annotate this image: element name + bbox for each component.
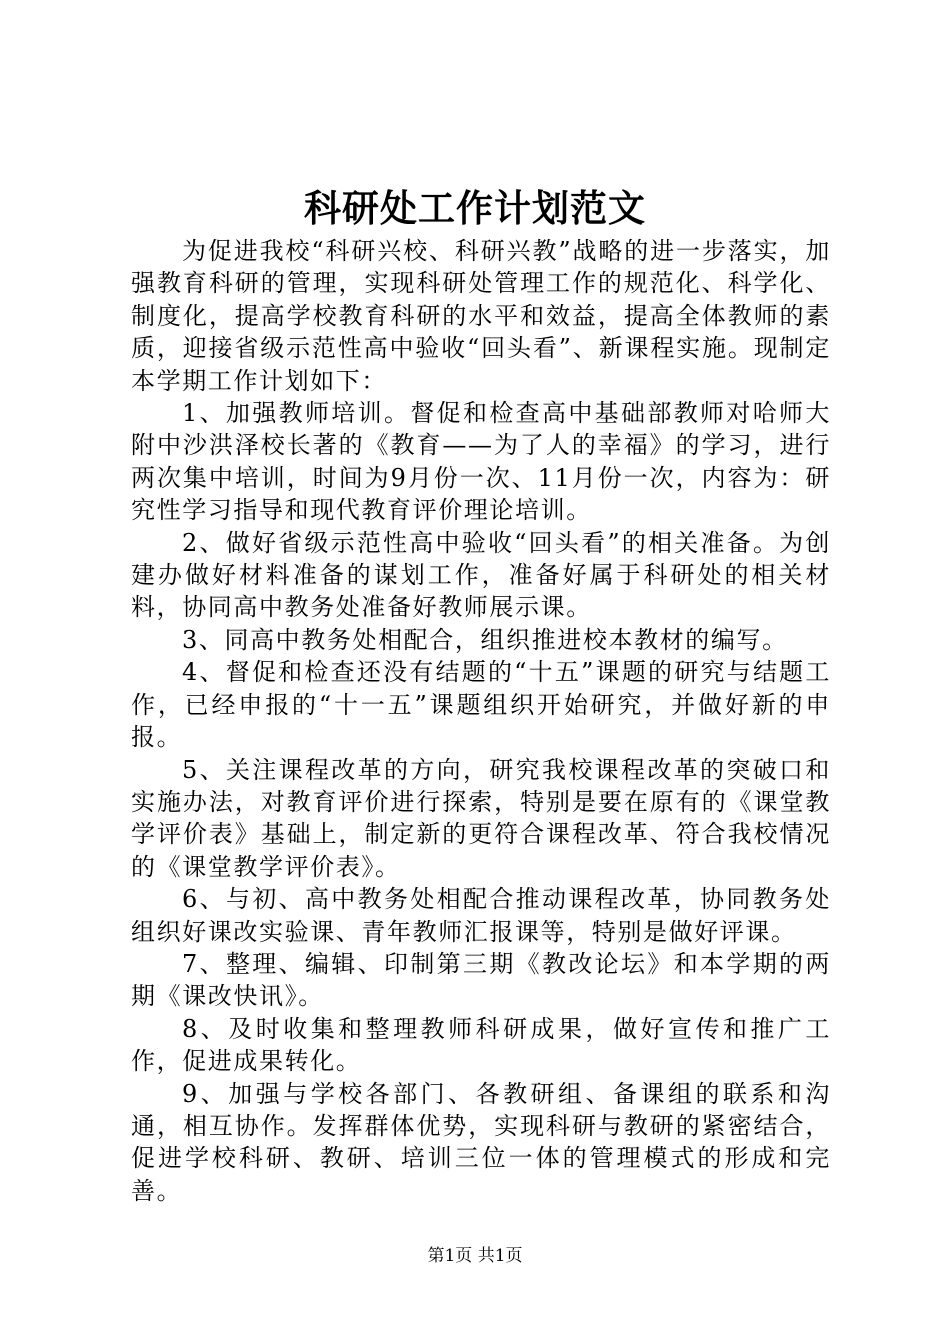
item-paragraph-4: 4、督促和检查还没有结题的“十五”课题的研究与结题工作，已经申报的“十一五”课题组织开始研究，并做好新的申报。 bbox=[131, 658, 831, 752]
document-title: 科研处工作计划范文 bbox=[304, 186, 646, 230]
item-paragraph-6: 6、与初、高中教务处相配合推动课程改革，协同教务处组织好课改实验课、青年教师汇报课等，特别是做好评课。 bbox=[131, 885, 831, 946]
page-footer: 第1页 共1页 bbox=[427, 1246, 523, 1266]
item-paragraph-8: 8、及时收集和整理教师科研成果，做好宣传和推广工作，促进成果转化。 bbox=[131, 1014, 831, 1076]
item-paragraph-2: 2、做好省级示范性高中验收“回头看”的相关准备。为创建办做好材料准备的谋划工作，准备好属于科研处的相关材料，协同高中教务处准备好教师展示课。 bbox=[131, 528, 831, 622]
intro-paragraph: 为促进我校“科研兴校、科研兴教”战略的进一步落实，加强教育科研的管理，实现科研处管理工作的规范化、科学化、制度化，提高学校教育科研的水平和效益，提高全体教师的素质，迎接省级示范性高中验收“回头看”、新课程实施。现制定本学期工作计划如下： bbox=[131, 237, 831, 395]
item-paragraph-1: 1、加强教师培训。督促和检查高中基础部教师对哈师大附中沙洪泽校长著的《教育——为了人的幸福》的学习，进行两次集中培训，时间为9月份一次、11月份一次，内容为：研究性学习指导和现代教育评价理论培训。 bbox=[131, 399, 831, 525]
item-paragraph-9: 9、加强与学校各部门、各教研组、备课组的联系和沟通，相互协作。发挥群体优势，实现科研与教研的紧密结合，促进学校科研、教研、培训三位一体的管理模式的形成和完善。 bbox=[131, 1079, 831, 1205]
item-paragraph-7: 7、整理、编辑、印制第三期《教改论坛》和本学期的两期《课改快讯》。 bbox=[131, 949, 831, 1011]
item-paragraph-5: 5、关注课程改革的方向，研究我校课程改革的突破口和实施办法，对教育评价进行探索，特别是要在原有的《课堂教学评价表》基础上，制定新的更符合课程改革、符合我校情况的《课堂教学评价表》。 bbox=[131, 755, 831, 881]
item-paragraph-3: 3、同高中教务处相配合，组织推进校本教材的编写。 bbox=[182, 625, 788, 654]
document-body bbox=[131, 235, 831, 1207]
